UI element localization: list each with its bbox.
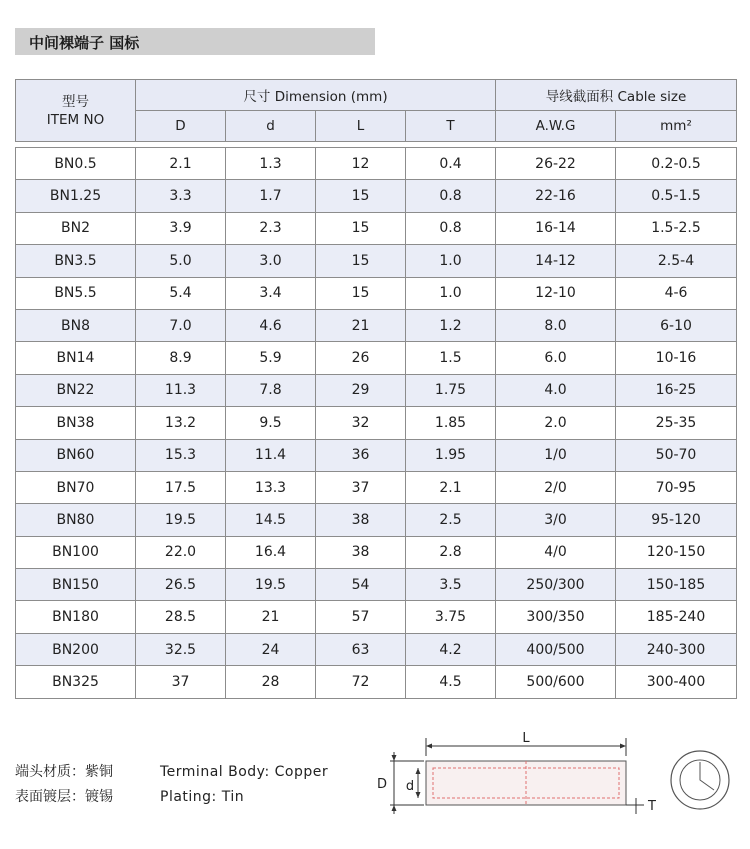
cell-mm2: 16-25	[616, 374, 737, 406]
cell-awg: 4.0	[496, 374, 616, 406]
cell-awg: 400/500	[496, 633, 616, 665]
cell-D: 3.3	[136, 180, 226, 212]
table-row	[16, 569, 737, 601]
cell-item: BN80	[16, 504, 136, 536]
cell-T: 0.4	[406, 148, 496, 180]
cell-mm2: 300-400	[616, 666, 737, 698]
table-row	[16, 342, 737, 374]
header-col-awg: A.W.G	[496, 111, 616, 142]
header-dimension: 尺寸 Dimension (mm)	[136, 80, 496, 111]
cell-d: 4.6	[226, 309, 316, 341]
cell-item: BN2	[16, 212, 136, 244]
cell-awg: 26-22	[496, 148, 616, 180]
cell-L: 21	[316, 309, 406, 341]
cell-mm2: 185-240	[616, 601, 737, 633]
cell-item: BN325	[16, 666, 136, 698]
cell-L: 37	[316, 471, 406, 503]
header-col-d: d	[226, 111, 316, 142]
page-title: 中间裸端子 国标	[29, 34, 140, 52]
cell-D: 2.1	[136, 148, 226, 180]
cell-mm2: 120-150	[616, 536, 737, 568]
cell-L: 29	[316, 374, 406, 406]
cell-D: 5.0	[136, 245, 226, 277]
cell-T: 3.5	[406, 569, 496, 601]
title-bar	[15, 28, 375, 55]
cell-awg: 14-12	[496, 245, 616, 277]
cell-item: BN3.5	[16, 245, 136, 277]
cell-mm2: 0.5-1.5	[616, 180, 737, 212]
dim-d-arrow-bottom	[416, 792, 421, 798]
cell-awg: 3/0	[496, 504, 616, 536]
cell-awg: 500/600	[496, 666, 616, 698]
note-row	[15, 760, 328, 785]
cell-awg: 1/0	[496, 439, 616, 471]
cell-D: 13.2	[136, 407, 226, 439]
cell-item: BN70	[16, 471, 136, 503]
cell-d: 5.9	[226, 342, 316, 374]
label-L: L	[522, 731, 530, 746]
cell-L: 57	[316, 601, 406, 633]
cell-awg: 22-16	[496, 180, 616, 212]
cell-T: 4.2	[406, 633, 496, 665]
cell-d: 16.4	[226, 536, 316, 568]
dim-d-arrow-top	[416, 768, 421, 774]
cell-awg: 2.0	[496, 407, 616, 439]
cell-d: 2.3	[226, 212, 316, 244]
cell-T: 4.5	[406, 666, 496, 698]
cell-L: 36	[316, 439, 406, 471]
cell-D: 37	[136, 666, 226, 698]
cell-d: 7.8	[226, 374, 316, 406]
cell-mm2: 10-16	[616, 342, 737, 374]
label-d: d	[405, 779, 415, 794]
cell-d: 3.0	[226, 245, 316, 277]
cell-d: 1.3	[226, 148, 316, 180]
cell-mm2: 150-185	[616, 569, 737, 601]
cell-awg: 12-10	[496, 277, 616, 309]
cell-d: 13.3	[226, 471, 316, 503]
cell-d: 9.5	[226, 407, 316, 439]
label-T: T	[648, 799, 656, 814]
header-col-D: D	[136, 111, 226, 142]
note-row	[15, 785, 328, 810]
table-row	[16, 439, 737, 471]
cell-L: 15	[316, 180, 406, 212]
cell-T: 0.8	[406, 180, 496, 212]
table-row	[16, 504, 737, 536]
cell-awg: 4/0	[496, 536, 616, 568]
cell-D: 11.3	[136, 374, 226, 406]
header-col-mm2: mm²	[616, 111, 737, 142]
cell-mm2: 70-95	[616, 471, 737, 503]
cell-D: 32.5	[136, 633, 226, 665]
cell-L: 72	[316, 666, 406, 698]
cell-D: 22.0	[136, 536, 226, 568]
material-notes	[15, 760, 328, 810]
cell-item: BN180	[16, 601, 136, 633]
cell-T: 1.0	[406, 277, 496, 309]
cell-mm2: 2.5-4	[616, 245, 737, 277]
header-col-L: L	[316, 111, 406, 142]
cell-d: 14.5	[226, 504, 316, 536]
table-row	[16, 212, 737, 244]
table-row	[16, 245, 737, 277]
table-row	[16, 633, 737, 665]
cell-T: 0.8	[406, 212, 496, 244]
dim-L-arrow-right	[620, 744, 626, 749]
header-row-1	[16, 80, 737, 111]
cell-item: BN200	[16, 633, 136, 665]
cell-awg: 8.0	[496, 309, 616, 341]
cell-T: 1.75	[406, 374, 496, 406]
note-plating-cn: 表面镀层：镀锡	[15, 789, 113, 805]
cell-D: 15.3	[136, 439, 226, 471]
cell-D: 5.4	[136, 277, 226, 309]
cell-awg: 16-14	[496, 212, 616, 244]
table-row	[16, 180, 737, 212]
table-row	[16, 309, 737, 341]
cell-L: 63	[316, 633, 406, 665]
cell-d: 24	[226, 633, 316, 665]
cell-awg: 250/300	[496, 569, 616, 601]
cell-D: 28.5	[136, 601, 226, 633]
dim-D-arrow-top	[392, 755, 397, 761]
table-body	[16, 148, 737, 699]
cell-T: 2.8	[406, 536, 496, 568]
dim-D-arrow-bottom	[392, 805, 397, 811]
header-item	[16, 80, 136, 142]
cell-d: 21	[226, 601, 316, 633]
cell-item: BN8	[16, 309, 136, 341]
cell-L: 15	[316, 212, 406, 244]
cell-d: 11.4	[226, 439, 316, 471]
note-body-en: Terminal Body: Copper	[160, 764, 329, 780]
cell-item: BN60	[16, 439, 136, 471]
note-plating-en: Plating: Tin	[160, 789, 245, 805]
table-row	[16, 471, 737, 503]
table-row	[16, 277, 737, 309]
cell-item: BN38	[16, 407, 136, 439]
cell-d: 1.7	[226, 180, 316, 212]
cell-T: 3.75	[406, 601, 496, 633]
cell-T: 2.1	[406, 471, 496, 503]
cell-item: BN22	[16, 374, 136, 406]
table-row	[16, 536, 737, 568]
cell-T: 1.5	[406, 342, 496, 374]
cell-item: BN5.5	[16, 277, 136, 309]
table-row	[16, 407, 737, 439]
cell-D: 3.9	[136, 212, 226, 244]
cell-T: 1.85	[406, 407, 496, 439]
cell-item: BN1.25	[16, 180, 136, 212]
table-row	[16, 666, 737, 698]
spec-table	[15, 79, 737, 699]
cell-L: 15	[316, 277, 406, 309]
cell-D: 19.5	[136, 504, 226, 536]
cell-awg: 2/0	[496, 471, 616, 503]
terminal-diagram	[368, 730, 738, 830]
cell-mm2: 240-300	[616, 633, 737, 665]
cell-mm2: 50-70	[616, 439, 737, 471]
cell-item: BN0.5	[16, 148, 136, 180]
dim-L-arrow-left	[426, 744, 432, 749]
cell-mm2: 25-35	[616, 407, 737, 439]
cell-item: BN100	[16, 536, 136, 568]
cell-T: 2.5	[406, 504, 496, 536]
cell-T: 1.0	[406, 245, 496, 277]
cell-d: 19.5	[226, 569, 316, 601]
cell-d: 3.4	[226, 277, 316, 309]
table-row	[16, 148, 737, 180]
cell-awg: 300/350	[496, 601, 616, 633]
cell-L: 26	[316, 342, 406, 374]
header-item-en: ITEM NO	[46, 111, 105, 128]
cell-D: 26.5	[136, 569, 226, 601]
cell-D: 8.9	[136, 342, 226, 374]
header-item-cn: 型号	[62, 93, 89, 110]
cell-mm2: 0.2-0.5	[616, 148, 737, 180]
cell-T: 1.2	[406, 309, 496, 341]
cell-T: 1.95	[406, 439, 496, 471]
label-D: D	[376, 777, 388, 792]
note-body-cn: 端头材质：紫铜	[15, 764, 113, 780]
cell-d: 28	[226, 666, 316, 698]
cell-L: 32	[316, 407, 406, 439]
cell-L: 15	[316, 245, 406, 277]
cell-item: BN14	[16, 342, 136, 374]
header-cable: 导线截面积 Cable size	[496, 80, 737, 111]
cell-mm2: 4-6	[616, 277, 737, 309]
cell-awg: 6.0	[496, 342, 616, 374]
cell-L: 38	[316, 536, 406, 568]
cell-L: 38	[316, 504, 406, 536]
cell-L: 12	[316, 148, 406, 180]
cell-D: 17.5	[136, 471, 226, 503]
cell-item: BN150	[16, 569, 136, 601]
cell-mm2: 6-10	[616, 309, 737, 341]
cell-mm2: 95-120	[616, 504, 737, 536]
cell-D: 7.0	[136, 309, 226, 341]
header-col-T: T	[406, 111, 496, 142]
cell-L: 54	[316, 569, 406, 601]
table-row	[16, 374, 737, 406]
table-row	[16, 601, 737, 633]
cell-mm2: 1.5-2.5	[616, 212, 737, 244]
